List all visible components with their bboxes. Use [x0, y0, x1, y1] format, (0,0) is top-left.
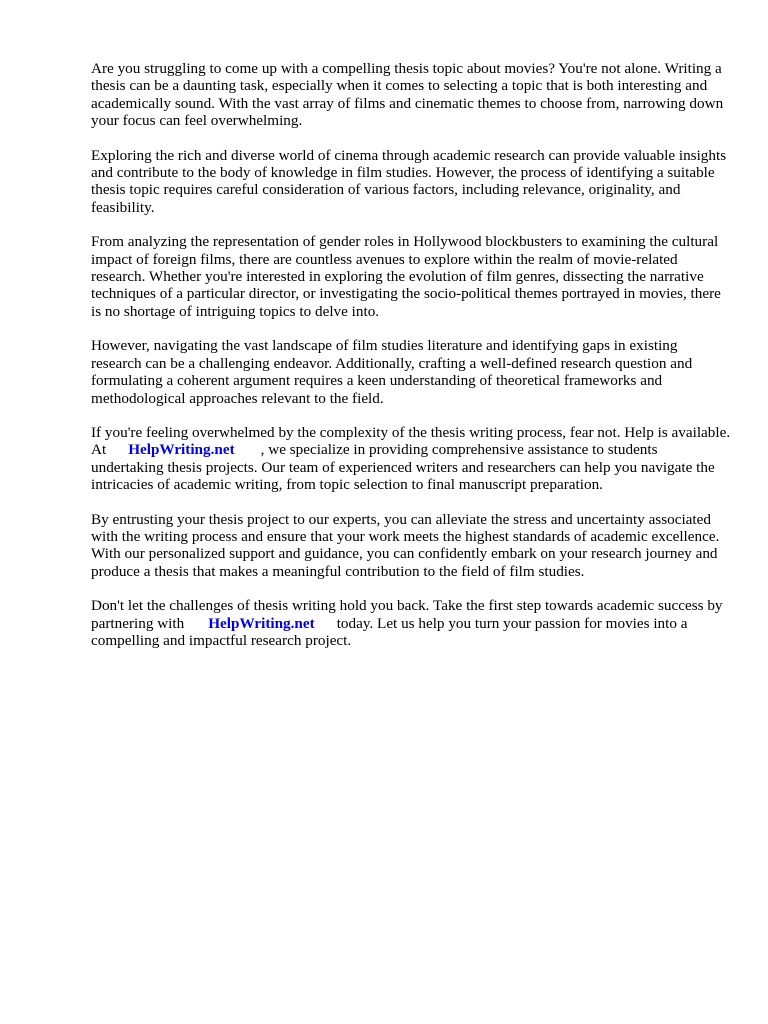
paragraph-experts: By entrusting your thesis project to our experts, you can alleviate the stress and uncertainty associated with the writing process and ensure that your work meets the highest standards of academic excellence. With our personalized support and guidance, you can confidently embark on your research journey and produce a thesis that makes a meaningful contribution to the field of film studies. — [91, 510, 720, 580]
closing-text-after: today. Let us help you turn your passion for movies into a compelling and impactful research project. — [91, 614, 688, 649]
paragraph-help — [91, 424, 731, 494]
closing-text-before: Don't let the challenges of thesis writing hold you back. Take the first step towards academic success by partnering with — [91, 597, 723, 632]
help-text-after: , we specialize in providing comprehensive assistance to students undertaking thesis projects. Our team of experienced writers and researchers can help you navigate the intricacies of academic writing, from topic selection to final manuscript preparation. — [91, 441, 715, 494]
helpwriting-link[interactable]: HelpWriting.net — [128, 441, 235, 459]
paragraph-intro: Are you struggling to come up with a compelling thesis topic about movies? You're not alone. Writing a thesis can be a daunting task, especially when it comes to selecting a topic that is both interesting and academically sound. With the vast array of films and cinematic themes to choose from, narrowing down your focus can feel overwhelming. — [91, 60, 724, 130]
paragraph-exploring: Exploring the rich and diverse world of cinema through academic research can provide valuable insights and contribute to the body of knowledge in film studies. However, the process of identifying a suitable thesis topic requires careful consideration of various factors, including relevance, originality, and feasibility. — [91, 146, 727, 216]
document-body — [91, 60, 731, 666]
paragraph-analyzing: From analyzing the representation of gender roles in Hollywood blockbusters to examining the cultural impact of foreign films, there are countless avenues to explore within the realm of movie-related research. Whether you're interested in exploring the evolution of film genres, dissecting the narrative techniques of a particular director, or investigating the socio-political themes portrayed in movies, there is no shortage of intriguing topics to delve into. — [91, 233, 721, 320]
paragraph-navigating: However, navigating the vast landscape of film studies literature and identifying gaps in existing research can be a challenging endeavor. Additionally, crafting a well-defined research question and formulating a coherent argument requires a keen understanding of theoretical frameworks and methodological approaches relevant to the field. — [91, 337, 693, 407]
paragraph-closing — [91, 597, 731, 649]
helpwriting-link-closing[interactable]: HelpWriting.net — [208, 614, 315, 632]
help-text-before: If you're feeling overwhelmed by the complexity of the thesis writing process, fear not. Help is available. At — [91, 423, 731, 459]
